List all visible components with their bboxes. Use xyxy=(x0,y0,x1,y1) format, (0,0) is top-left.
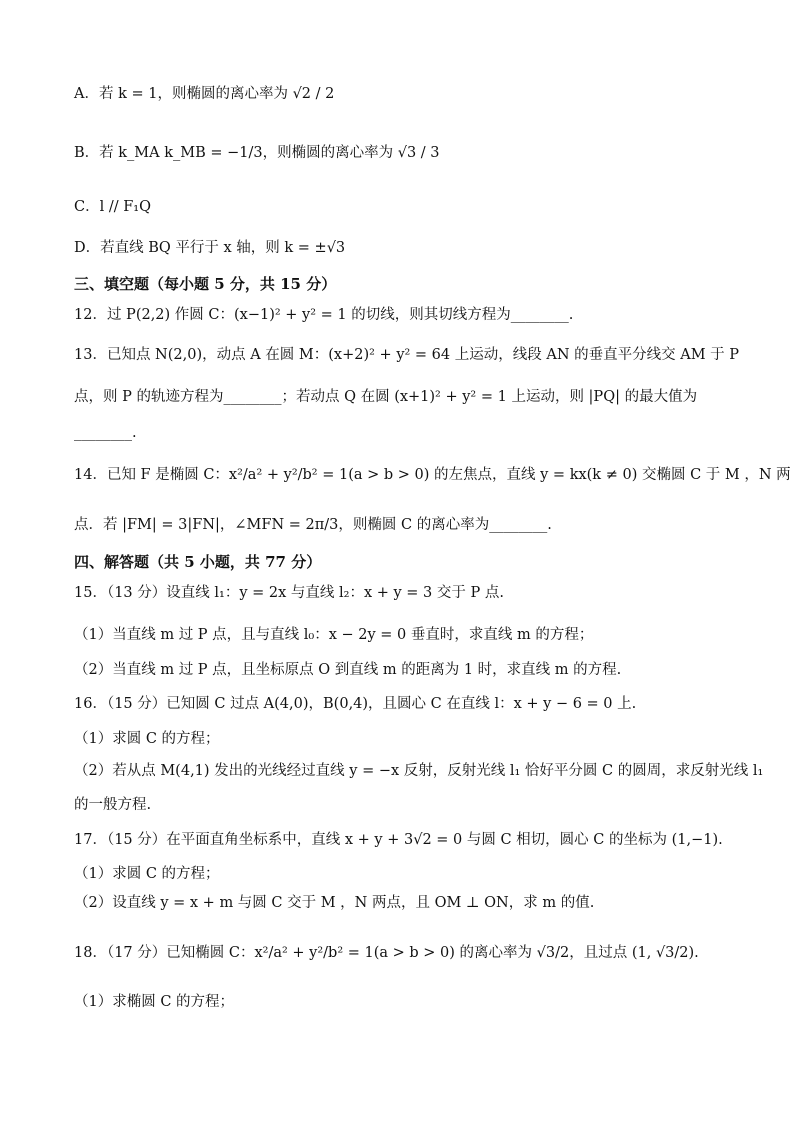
question-14-line-1: 14．已知 F 是椭圆 C：x²/a² + y²/b² = 1(a > b > 0) 的左焦点，直线 y = kx(k ≠ 0) 交椭圆 C 于 M ，N 两 xyxy=(74,467,791,483)
question-15-part-1: （1）当直线 m 过 P 点，且与直线 l₀：x − 2y = 0 垂直时，求直线 m 的方程； xyxy=(74,627,594,643)
question-14-line-2: 点．若 |FM| = 3|FN|，∠MFN = 2π/3，则椭圆 C 的离心率为________. xyxy=(74,517,552,533)
question-13-line-2: 点，则 P 的轨迹方程为________；若动点 Q 在圆 (x+1)² + y² = 1 上运动，则 |PQ| 的最大值为 xyxy=(74,389,698,405)
section-heading-fill-in: 三、填空题（每小题 5 分，共 15 分） xyxy=(74,275,337,293)
question-12: 12．过 P(2,2) 作圆 C：(x−1)² + y² = 1 的切线，则其切线方程为________. xyxy=(74,307,574,323)
question-17-part-2: （2）设直线 y = x + m 与圆 C 交于 M ，N 两点，且 OM ⊥ ON，求 m 的值. xyxy=(74,895,595,911)
option-d: D．若直线 BQ 平行于 x 轴，则 k = ±√3 xyxy=(74,240,346,256)
question-17: 17．（15 分）在平面直角坐标系中，直线 x + y + 3√2 = 0 与圆 C 相切，圆心 C 的坐标为 (1,−1). xyxy=(74,832,723,848)
question-15: 15．（13 分）设直线 l₁：y = 2x 与直线 l₂：x + y = 3 交于 P 点. xyxy=(74,585,504,601)
question-13-line-1: 13．已知点 N(2,0)，动点 A 在圆 M：(x+2)² + y² = 64 上运动，线段 AN 的垂直平分线交 AM 于 P xyxy=(74,347,740,363)
option-b: B．若 k_MA k_MB = −1/3，则椭圆的离心率为 √3 / 3 xyxy=(74,145,440,161)
question-16-part-2-line-1: （2）若从点 M(4,1) 发出的光线经过直线 y = −x 反射，反射光线 l₁ 恰好平分圆 C 的圆周，求反射光线 l₁ xyxy=(74,763,764,779)
question-18: 18．（17 分）已知椭圆 C：x²/a² + y²/b² = 1(a > b > 0) 的离心率为 √3/2，且过点 (1, √3/2). xyxy=(74,945,699,961)
question-17-part-1: （1）求圆 C 的方程； xyxy=(74,866,220,882)
option-c: C．l // F₁Q xyxy=(74,199,151,215)
option-a: A．若 k = 1，则椭圆的离心率为 √2 / 2 xyxy=(74,86,335,102)
question-16-part-2-line-2: 的一般方程. xyxy=(74,797,152,813)
question-13-line-3: ________. xyxy=(74,425,137,441)
question-16: 16．（15 分）已知圆 C 过点 A(4,0)，B(0,4)，且圆心 C 在直线 l：x + y − 6 = 0 上. xyxy=(74,696,637,712)
section-heading-solutions: 四、解答题（共 5 小题，共 77 分） xyxy=(74,553,322,571)
question-16-part-1: （1）求圆 C 的方程； xyxy=(74,731,220,747)
question-15-part-2: （2）当直线 m 过 P 点，且坐标原点 O 到直线 m 的距离为 1 时，求直线 m 的方程. xyxy=(74,662,622,678)
question-18-part-1: （1）求椭圆 C 的方程； xyxy=(74,994,235,1010)
